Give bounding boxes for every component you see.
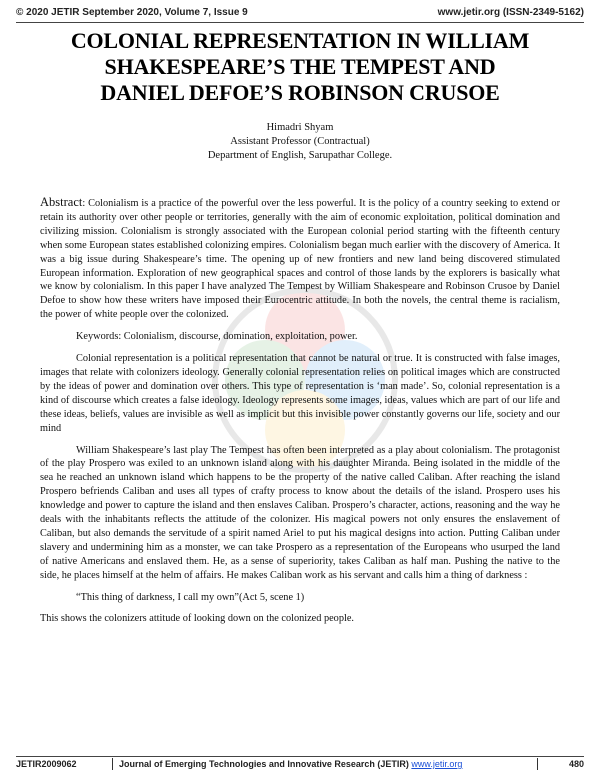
journal-title: Journal of Emerging Technologies and Innovative Research (JETIR) — [119, 759, 409, 769]
paper-code: JETIR2009062 — [16, 759, 77, 769]
title-line-2: SHAKESPEARE’S THE TEMPEST AND — [104, 54, 496, 79]
block-quote: “This thing of darkness, I call my own”(Act 5, scene 1) — [76, 591, 305, 603]
footer-separator — [537, 758, 538, 770]
page-number: 480 — [568, 759, 584, 769]
author-position: Assistant Professor (Contractual) — [230, 136, 370, 147]
journal-issue-info: © 2020 JETIR September 2020, Volume 7, Issue 9 — [16, 7, 248, 18]
author-block — [0, 121, 600, 163]
body-paragraph-1: Colonial representation is a political representation that cannot be natural or true. It is constructed with false images, images that relate with colonizers ideology. Generally colonial representation relies on political images which are constructed by the ideas of power and domination over others. This type of representation is ‘man made’. So, colonial representation is a kind of discourse which creates a false ideology. Ideology represents some images, ideas, values which are part of our life and these ideas, beliefs, values are invisible as well as implicit but this invisible power constantly governs our life, society and our mind — [40, 353, 560, 434]
journal-name — [119, 759, 531, 769]
journal-website-link[interactable]: www.jetir.org — [411, 759, 463, 769]
header-rule — [16, 22, 584, 23]
title-line-3: DANIEL DEFOE’S ROBINSON CRUSOE — [100, 80, 500, 105]
journal-issn: www.jetir.org (ISSN-2349-5162) — [437, 7, 584, 18]
abstract-label: Abstract — [40, 195, 83, 209]
author-name: Himadri Shyam — [266, 122, 334, 133]
paper-title — [20, 28, 580, 106]
body-paragraph-3: This shows the colonizers attitude of looking down on the colonized people. — [40, 613, 354, 625]
body-paragraph-2: William Shakespeare’s last play The Tempest has often been interpreted as a play about colonialism. The protagonist of the play Prospero was exiled to an unknown island along with his daughter Miranda. Being isolated in the middle of the sea he reached an unknown island which happens to be the property of the native called Caliban. After reaching the island Prospero befriends Caliban and uses all types of crafty process to know about the details of the island. Prospero uses his knowledge and power to capture the island and then enslaves Caliban. Prospero’s character, actions, reasoning and the way he deals with the inhabitants reflects the attitude of the colonizer. His magical powers not only ensures the enslavement of Caliban, but also demands the servitude of a spirit named Ariel to put his magical designs into action. Putting Caliban under slavery and undermining him as a monster, we can take Prospero as a representation of the Europeans who usurped the land of native Americans and enslaved them. He, as a sense of superiority, takes Caliban as half man. Pushing the native to the side, he places himself at the helm of affairs. He makes Caliban work as his servant and calls him a thing of darkness : — [40, 444, 560, 581]
abstract-paragraph — [40, 196, 560, 322]
keywords: Keywords: Colonialism, discourse, domination, exploitation, power. — [76, 331, 358, 343]
page-header — [16, 7, 584, 18]
title-line-1: COLONIAL REPRESENTATION IN WILLIAM — [70, 28, 530, 53]
page-footer — [16, 758, 584, 770]
author-affiliation: Department of English, Sarupathar College. — [207, 150, 393, 161]
footer-rule — [16, 756, 584, 757]
footer-separator — [112, 758, 113, 770]
paper-body — [40, 196, 560, 634]
abstract-text: : Colonialism is a practice of the powerful over the less powerful. It is the policy of a country seeking to extend or retain its authority over other people or territories, generally with the aim of economic exploitation, political domination and civilizing mission. Colonialism is strongly associated with the European colonial period starting with the fifteenth century when some European states established colonizing empires. Colonialism began much earlier with the discovery of America. It was a big issue during Shakespeare’s time. The opening up of new frontiers and new land being discovered stimulated European information. Exploration of new geographical spaces and control of those lands by the explorers is basically what we know by colonialism. In this paper I have analyzed The Tempest by William Shakespeare and Robinson Crusoe by Daniel Defoe to show how these writers have imposed their Eurocentric attitude. In both the novels, the central theme is racialism, the power of white people over the colonized. — [40, 198, 560, 321]
